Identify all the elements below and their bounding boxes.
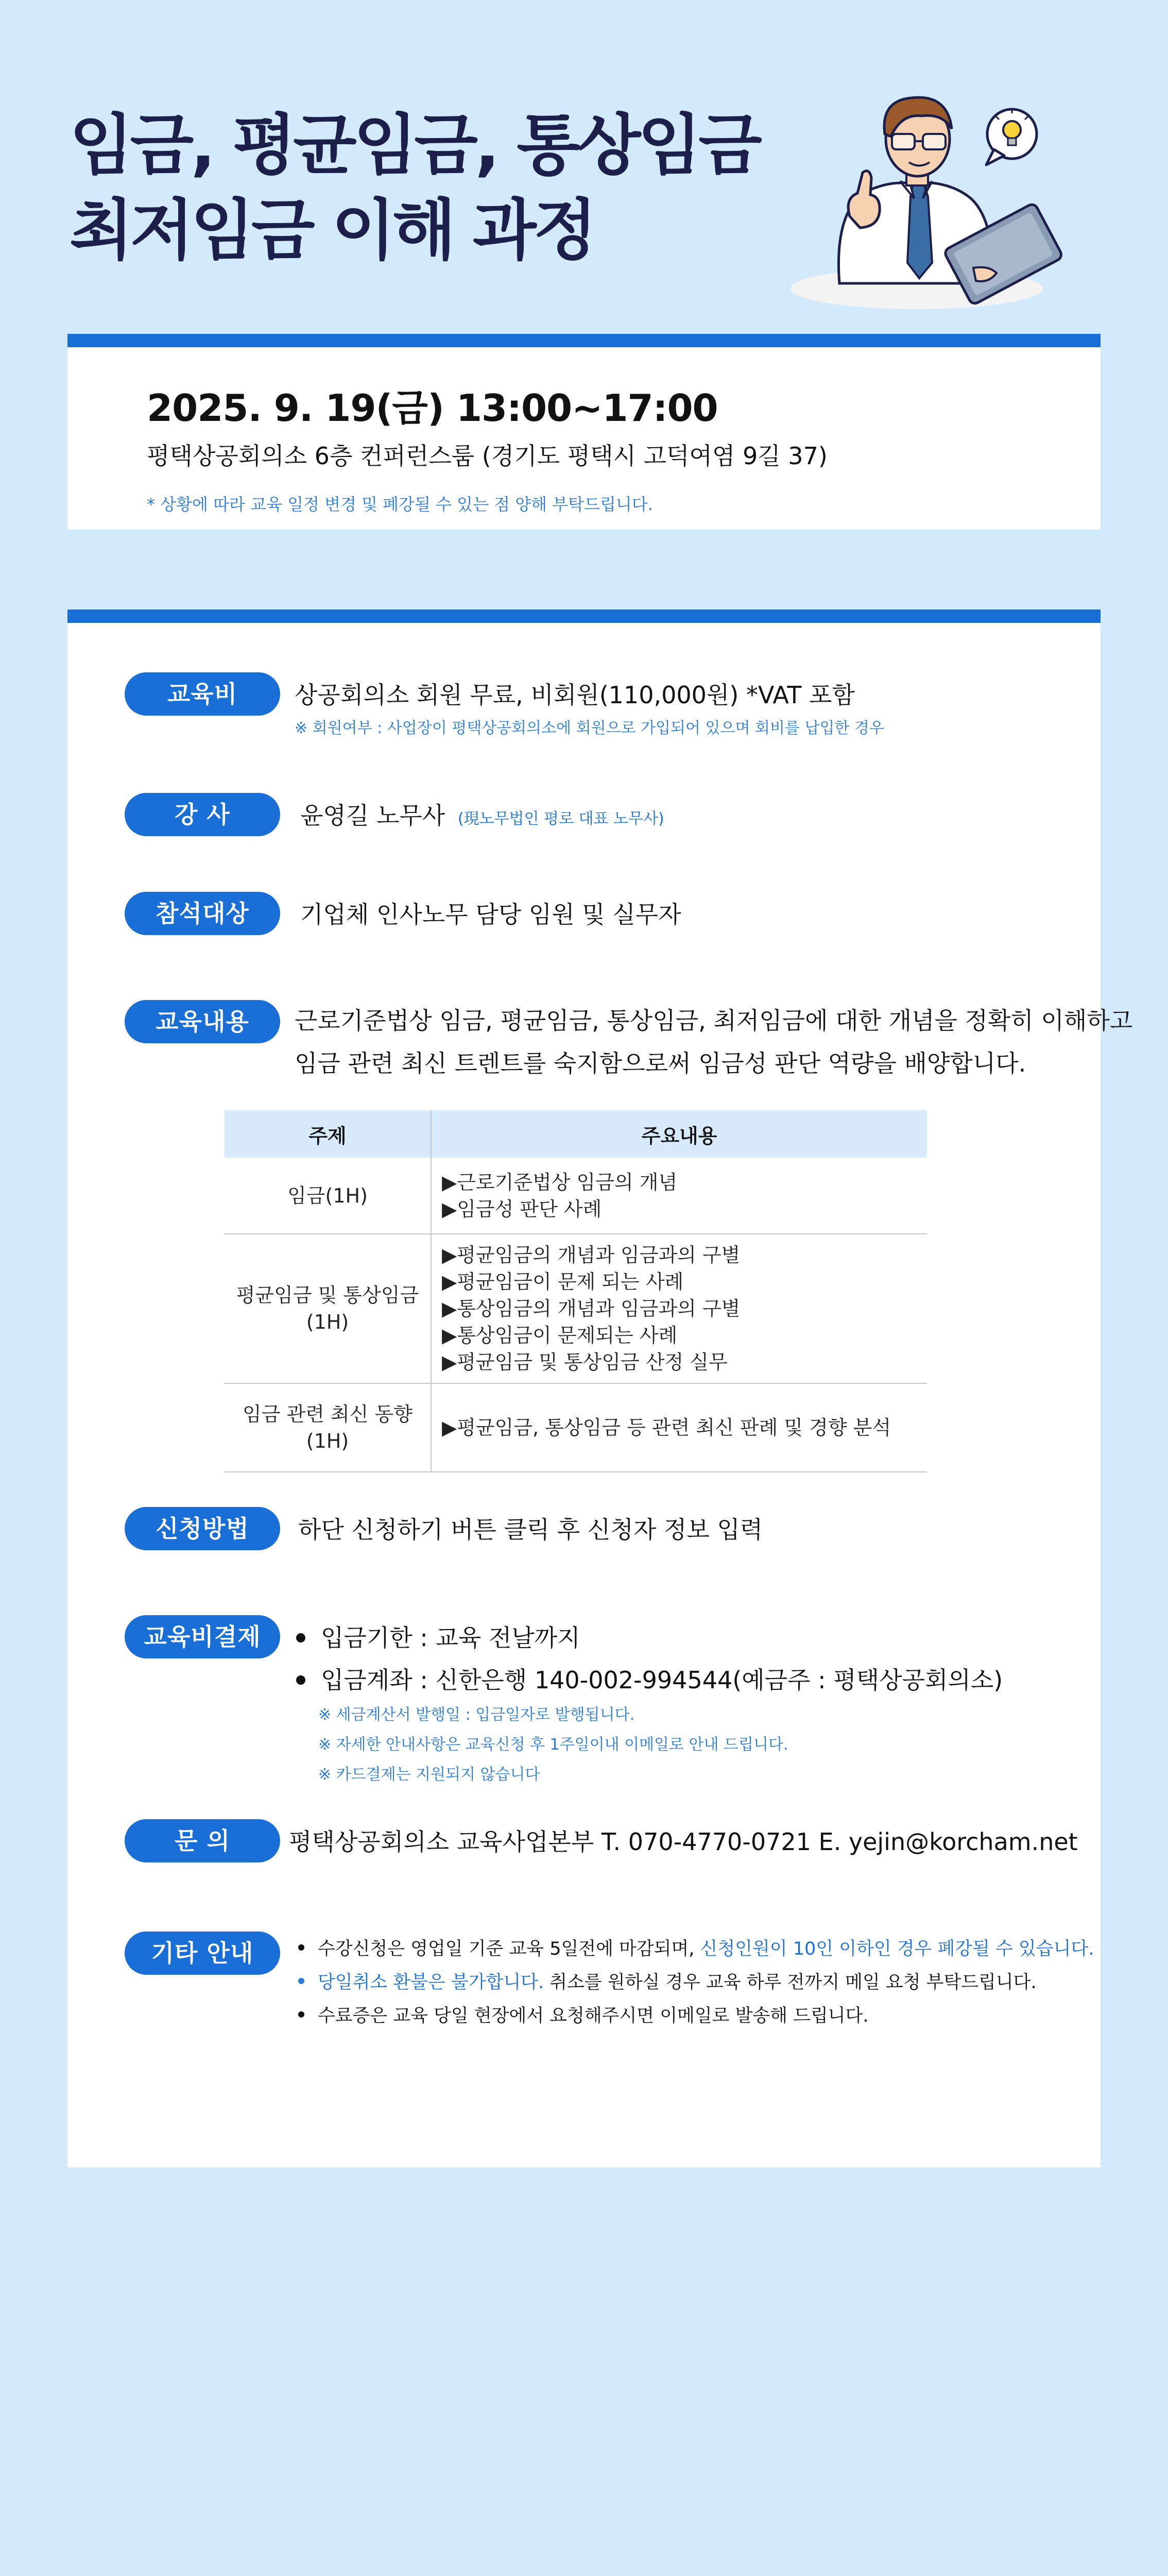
topic-cell: 평균임금 및 통상임금 (1H) bbox=[225, 1234, 431, 1383]
etc-line2: 당일취소 환불은 불가합니다. 취소를 원하실 경우 교육 하루 전까지 메일 요청 부탁드립니다. bbox=[298, 1968, 1037, 1994]
target-text: 기업체 인사노무 담당 임원 및 실무자 bbox=[300, 901, 681, 928]
bullet-icon bbox=[296, 1633, 305, 1642]
content-desc-line1: 근로기준법상 임금, 평균임금, 통상임금, 최저임금에 대한 개념을 정확히 이해하고 bbox=[295, 1007, 1133, 1035]
bullet-icon bbox=[298, 2011, 304, 2018]
businessman-illustration bbox=[778, 62, 1066, 319]
content-cell: ▶평균임금의 개념과 임금과의 구별 ▶평균임금이 문제 되는 사례 ▶통상임금의 개념과 임금과의 구별 ▶통상임금이 문제되는 사례 ▶평균임금 및 통상임금 산정 실무 bbox=[431, 1234, 927, 1383]
contact-text: 평택상공회의소 교육사업본부 T. 070-4770-0721 E. yejin@korcham.net bbox=[289, 1828, 1078, 1856]
content-cell: ▶근로기준법상 임금의 개념 ▶임금성 판단 사례 bbox=[431, 1158, 927, 1234]
bullet-icon bbox=[298, 1978, 304, 1984]
table-header-content: 주요내용 bbox=[431, 1110, 927, 1158]
contact-label: 문 의 bbox=[125, 1819, 280, 1862]
payment-deadline: 입금기한 : 교육 전날까지 bbox=[296, 1619, 580, 1653]
schedule-notice: * 상황에 따라 교육 일정 변경 및 폐강될 수 있는 점 양해 부탁드립니다. bbox=[147, 495, 653, 514]
instructor-title: (現노무법인 평로 대표 노무사) bbox=[457, 810, 664, 828]
fee-label: 교육비 bbox=[125, 672, 280, 716]
content-desc-line2: 임금 관련 최신 트렌트를 숙지함으로써 임금성 판단 역량을 배양합니다. bbox=[295, 1049, 1026, 1077]
content-label: 교육내용 bbox=[125, 1000, 280, 1043]
apply-label: 신청방법 bbox=[125, 1507, 280, 1550]
instructor-label: 강 사 bbox=[125, 793, 280, 836]
event-info-card bbox=[67, 334, 1101, 530]
fee-note: ※ 회원여부 : 사업장이 평택상공회의소에 회원으로 가입되어 있으며 회비를 납입한 경우 bbox=[295, 719, 884, 737]
etc-label: 기타 안내 bbox=[125, 1931, 280, 1975]
topic-cell: 임금 관련 최신 동향 (1H) bbox=[225, 1383, 431, 1472]
bullet-icon bbox=[296, 1675, 305, 1685]
page-title-line1: 임금, 평균임금, 통상임금 bbox=[70, 107, 759, 184]
bullet-icon bbox=[298, 1944, 304, 1951]
etc-line3: 수료증은 교육 당일 현장에서 요청해주시면 이메일로 발송해 드립니다. bbox=[298, 2002, 869, 2027]
etc-line1: 수강신청은 영업일 기준 교육 5일전에 마감되며, 신청인원이 10인 이하인 경우 폐강될 수 있습니다. bbox=[298, 1935, 1094, 1960]
payment-note-card: ※ 카드결제는 지원되지 않습니다 bbox=[318, 1766, 540, 1784]
table-header-topic: 주제 bbox=[225, 1110, 431, 1158]
payment-label: 교육비결제 bbox=[125, 1615, 280, 1658]
apply-text: 하단 신청하기 버튼 클릭 후 신청자 정보 입력 bbox=[298, 1516, 763, 1544]
event-venue: 평택상공회의소 6층 컨퍼런스룸 (경기도 평택시 고덕여염 9길 37) bbox=[147, 442, 828, 470]
payment-note-email: ※ 자세한 안내사항은 교육신청 후 1주일이내 이메일로 안내 드립니다. bbox=[318, 1736, 788, 1754]
page-title-line2: 최저임금 이해 과정 bbox=[70, 192, 594, 269]
payment-account: 입금계좌 : 신한은행 140-002-994544(예금주 : 평택상공회의소) bbox=[296, 1662, 1003, 1696]
instructor-name: 윤영길 노무사 bbox=[300, 802, 445, 829]
target-label: 참석대상 bbox=[125, 892, 280, 935]
course-details-content-lower bbox=[67, 609, 1101, 2167]
topic-cell: 임금(1H) bbox=[225, 1158, 431, 1234]
page-title bbox=[70, 103, 759, 273]
content-cell: ▶평균임금, 통상임금 등 관련 최신 판례 및 경향 분석 bbox=[431, 1383, 927, 1472]
payment-note-tax: ※ 세금계산서 발행일 : 입금일자로 발행됩니다. bbox=[318, 1706, 635, 1724]
fee-text: 상공회의소 회원 무료, 비회원(110,000원) *VAT 포함 bbox=[295, 681, 855, 709]
event-date: 2025. 9. 19(금) 13:00~17:00 bbox=[147, 386, 718, 430]
